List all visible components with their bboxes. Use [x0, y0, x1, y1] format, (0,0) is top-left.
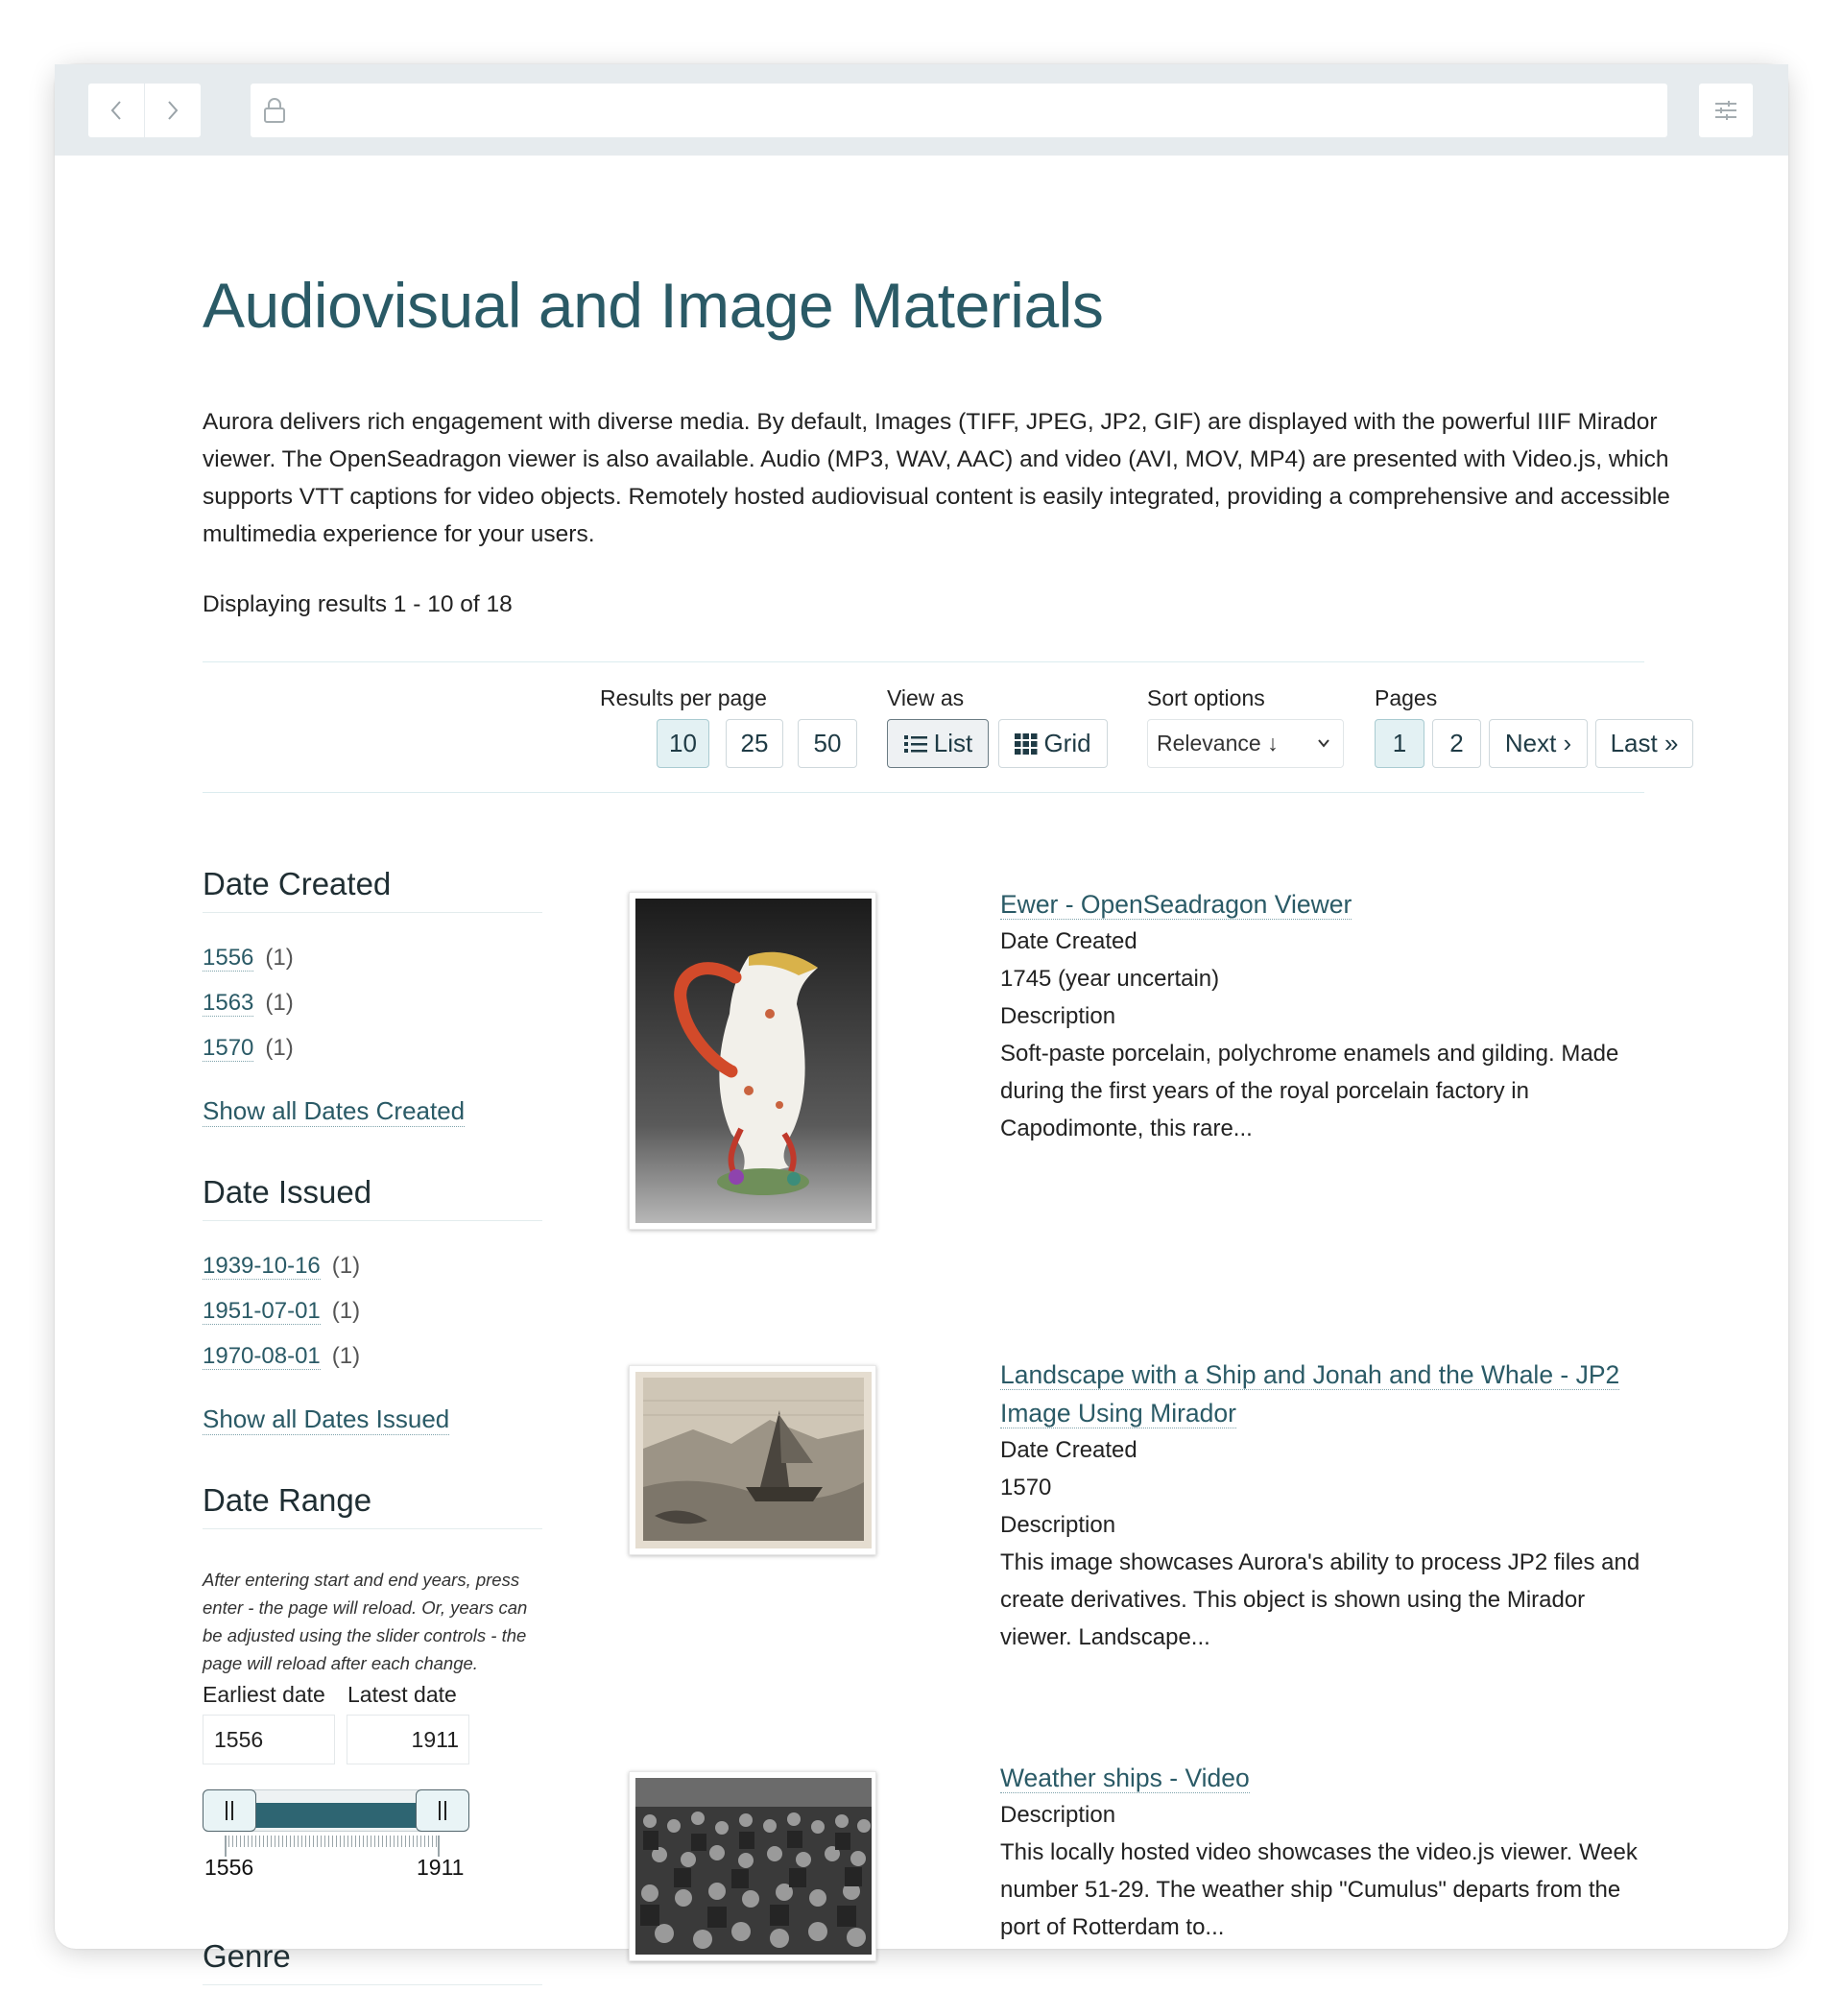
result-count: Displaying results 1 - 10 of 18	[203, 591, 513, 617]
result-field-label: Date Created	[1000, 1437, 1137, 1463]
page-content	[55, 156, 1788, 1974]
result-thumbnail[interactable]	[629, 1771, 876, 1961]
facet-item[interactable]	[203, 1298, 360, 1325]
earliest-date-label: Earliest date	[203, 1682, 325, 1707]
facet-item-count: (1)	[265, 990, 294, 1016]
result-description: This image showcases Aurora's ability to process JP2 files and create derivatives. This object is shown using the Mirador viewer. Landscape...	[1000, 1549, 1640, 1650]
result-field-label: Description	[1000, 1512, 1116, 1538]
last-page-button[interactable]: Last »	[1595, 719, 1693, 768]
address-bar[interactable]	[251, 84, 1667, 137]
page-title: Audiovisual and Image Materials	[203, 270, 1104, 341]
chevron-down-icon	[1316, 735, 1331, 751]
facet-item-count: (1)	[331, 1253, 361, 1279]
facet-item-label[interactable]: 1556	[203, 945, 254, 971]
slider-min-handle[interactable]	[203, 1789, 256, 1832]
facet-item-label[interactable]: 1970-08-01	[203, 1343, 321, 1369]
pages-label: Pages	[1375, 685, 1438, 710]
facet-item-label[interactable]: 1951-07-01	[203, 1298, 321, 1324]
slider-tick-min	[225, 1836, 227, 1857]
show-all-dates-issued-link[interactable]: Show all Dates Issued	[203, 1404, 450, 1433]
facet-item-count: (1)	[331, 1343, 361, 1369]
result-title[interactable]: Ewer - OpenSeadragon Viewer	[1000, 890, 1352, 919]
browser-toolbar	[55, 64, 1788, 156]
view-grid-button[interactable]	[998, 719, 1108, 768]
facet-item-label[interactable]: 1939-10-16	[203, 1253, 321, 1279]
result-field-label: Description	[1000, 1802, 1116, 1828]
crowd-video-still-image	[635, 1778, 872, 1955]
lock-icon	[262, 96, 287, 125]
grid-icon	[1015, 733, 1038, 755]
result-field-value: 1570	[1000, 1475, 1052, 1500]
result-description: Soft-paste porcelain, polychrome enamels and gilding. Made during the first years of the royal porcelain factory in Capodimonte, this rare...	[1000, 1041, 1619, 1141]
view-grid-label: Grid	[1043, 729, 1091, 757]
latest-date-input[interactable]: 1911	[347, 1715, 469, 1764]
result-title[interactable]: Weather ships - Video	[1000, 1764, 1250, 1792]
show-all-dates-created-link[interactable]: Show all Dates Created	[203, 1096, 466, 1125]
slider-max-value: 1911	[417, 1855, 465, 1880]
result-title-link[interactable]	[1000, 1356, 1653, 1432]
slider-range-fill	[253, 1803, 417, 1828]
slider-tick-max	[438, 1836, 440, 1857]
sort-value: Relevance ↓	[1157, 731, 1279, 756]
earliest-date-input[interactable]: 1556	[203, 1715, 335, 1764]
landscape-engraving-image	[635, 1372, 872, 1548]
chevron-right-icon	[165, 99, 180, 122]
per-page-25-button[interactable]: 25	[726, 719, 783, 768]
latest-date-label: Latest date	[347, 1682, 457, 1707]
date-range-slider[interactable]	[203, 1789, 468, 1832]
page-1-button[interactable]: 1	[1375, 719, 1424, 768]
facet-item-count: (1)	[265, 945, 294, 971]
forward-button[interactable]	[145, 84, 201, 137]
grip-icon	[437, 1800, 448, 1821]
facet-item[interactable]	[203, 990, 294, 1017]
result-thumbnail[interactable]	[629, 1365, 876, 1555]
result-field-label: Date Created	[1000, 928, 1137, 954]
facet-item[interactable]	[203, 1343, 360, 1370]
grip-icon	[224, 1800, 235, 1821]
view-list-button[interactable]	[887, 719, 989, 768]
ewer-image	[635, 899, 872, 1223]
facet-item[interactable]	[203, 1035, 294, 1062]
result-title[interactable]: Landscape with a Ship and Jonah and the Whale - JP2 Image Using Mirador	[1000, 1360, 1620, 1428]
result-thumbnail[interactable]	[629, 892, 876, 1230]
facet-item-count: (1)	[331, 1298, 361, 1324]
facet-item-label[interactable]: 1563	[203, 990, 254, 1016]
facet-date-range-title: Date Range	[203, 1482, 542, 1529]
result-description: This locally hosted video showcases the video.js viewer. Week number 51-29. The weather ship "Cumulus" departs from the port of Rotterdam to...	[1000, 1839, 1638, 1940]
result-field-value: 1745 (year uncertain)	[1000, 966, 1220, 992]
slider-max-handle[interactable]	[416, 1789, 469, 1832]
next-page-button[interactable]: Next ›	[1489, 719, 1588, 768]
intro-text: Aurora delivers rich engagement with diverse media. By default, Images (TIFF, JPEG, JP2, GIF) are displayed with the powerful IIIF Mirador viewer. The OpenSeadragon viewer is also available. Audio (MP3, WAV, AAC) and video (AVI, MOV, MP4) are presented with Video.js, which supports VTT captions for video objects. Remotely hosted audiovisual content is easily integrated, providing a comprehensive and accessible multimedia experience for your users.	[203, 409, 1670, 547]
results-toolbar	[203, 661, 1679, 793]
back-button[interactable]	[88, 84, 144, 137]
sort-select[interactable]	[1147, 719, 1344, 768]
list-icon	[903, 733, 928, 755]
page-2-button[interactable]: 2	[1432, 719, 1481, 768]
chevron-left-icon	[108, 99, 124, 122]
sort-label: Sort options	[1147, 685, 1265, 710]
result-field-label: Description	[1000, 1003, 1116, 1029]
sliders-icon	[1712, 99, 1739, 122]
per-page-50-button[interactable]: 50	[798, 719, 857, 768]
view-list-label: List	[933, 729, 973, 757]
settings-button[interactable]	[1699, 84, 1753, 137]
slider-min-value: 1556	[204, 1855, 254, 1880]
facet-item[interactable]	[203, 1253, 360, 1280]
result-title-link[interactable]	[1000, 1759, 1653, 1797]
date-range-help-text: After entering start and end years, press enter - the page will reload. Or, years can be adjusted using the slider controls - the page will reload after each change.	[203, 1570, 528, 1673]
per-page-label: Results per page	[600, 685, 767, 710]
facet-item[interactable]	[203, 945, 294, 972]
facet-date-issued-title: Date Issued	[203, 1174, 542, 1221]
browser-window	[55, 64, 1788, 1974]
view-as-label: View as	[887, 685, 965, 710]
facet-item-label[interactable]: 1570	[203, 1035, 254, 1061]
facet-item-count: (1)	[265, 1035, 294, 1061]
slider-ticks	[225, 1836, 438, 1847]
per-page-10-button[interactable]: 10	[657, 719, 709, 768]
facet-genre-title: Genre	[203, 1938, 542, 1985]
result-title-link[interactable]	[1000, 885, 1653, 924]
facet-date-created-title: Date Created	[203, 866, 542, 913]
